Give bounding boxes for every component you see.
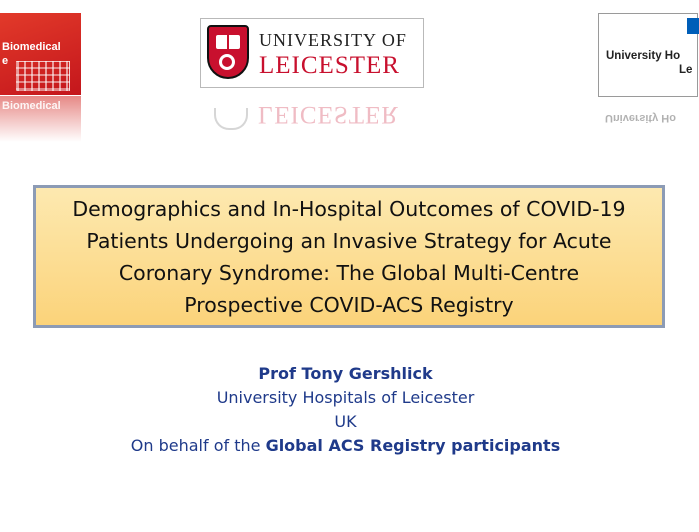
leicester-text: LEICESTER (259, 52, 400, 79)
leicester-crest-icon (207, 25, 249, 79)
title-line-3: Coronary Syndrome: The Global Multi-Centre (118, 260, 580, 285)
university-hospitals-reflection-text: University Ho (605, 112, 676, 124)
presenter-block (0, 362, 691, 458)
presenter-name: Prof Tony Gershlick (258, 364, 433, 383)
university-of-leicester-logo (200, 18, 424, 88)
behalf-line (0, 434, 691, 458)
book-icon (216, 35, 240, 49)
university-hospitals-logo-reflection (598, 98, 698, 134)
university-of-text: UNIVERSITY OF (259, 30, 407, 50)
logo-graphic-icon (16, 61, 70, 91)
crest-reflection-icon (214, 108, 248, 130)
nhs-logo-icon (687, 18, 699, 34)
biomedical-logo (0, 13, 81, 95)
biomedical-logo-reflection-text: Biomedical (2, 100, 61, 112)
university-hospitals-text-line2: Le (679, 64, 693, 76)
biomedical-logo-line2: e (2, 55, 9, 67)
title-box (33, 185, 665, 328)
knot-icon (219, 54, 235, 70)
behalf-group: Global ACS Registry participants (265, 436, 561, 455)
biomedical-logo-reflection (0, 96, 81, 142)
presenter-affiliation: University Hospitals of Leicester (216, 388, 475, 407)
university-hospitals-logo (598, 13, 698, 97)
presentation-title (64, 193, 633, 321)
leicester-logo-reflection (200, 90, 424, 130)
university-hospitals-text-line1: University Ho (606, 50, 681, 62)
title-line-2: Patients Undergoing an Invasive Strategy for Acute (86, 228, 612, 253)
title-line-4: Prospective COVID-ACS Registry (184, 292, 514, 317)
biomedical-logo-line1: Biomedical (2, 41, 61, 53)
leicester-reflection-text: LEICESTER (258, 101, 399, 128)
title-line-1: Demographics and In-Hospital Outcomes of COVID-19 (72, 196, 626, 221)
behalf-prefix: On behalf of the (130, 436, 266, 455)
presenter-country: UK (334, 412, 357, 431)
